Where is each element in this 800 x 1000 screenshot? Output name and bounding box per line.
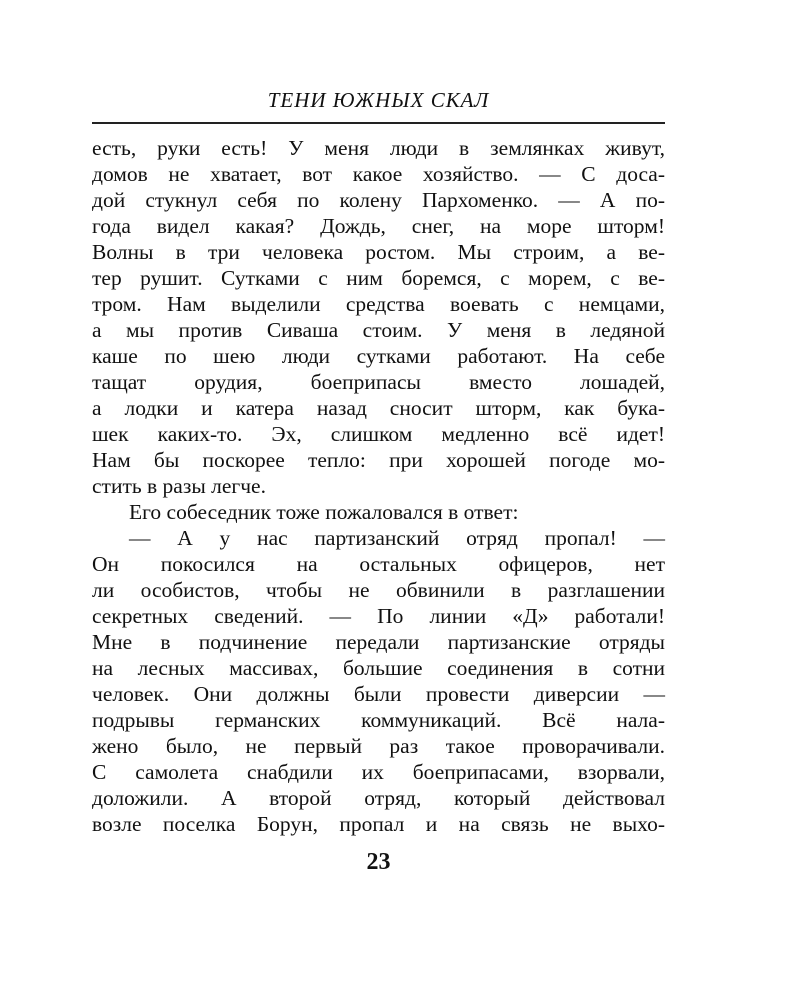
text-line: дой стукнул себя по колену Пархоменко. — А по- (92, 188, 665, 212)
text-line: года видел какая? Дождь, снег, на море шторм! (92, 214, 665, 238)
text-line: возле поселка Борун, пропал и на связь не выхо- (92, 812, 665, 836)
text-line: стить в разы легче. (92, 474, 266, 498)
text-line: доложили. А второй отряд, который действовал (92, 786, 665, 810)
text-line: тром. Нам выделили средства воевать с немцами, (92, 292, 665, 316)
text-line: тащат орудия, боеприпасы вместо лошадей, (92, 370, 665, 394)
text-line: — А у нас партизанский отряд пропал! — (129, 526, 665, 550)
text-line: ли особистов, чтобы не обвинили в разглашении (92, 578, 665, 602)
text-line: Мне в подчинение передали партизанские отряды (92, 630, 665, 654)
text-line: подрывы германских коммуникаций. Всё нала- (92, 708, 665, 732)
text-line: С самолета снабдили их боеприпасами, взорвали, (92, 760, 665, 784)
text-line: жено было, не первый раз такое проворачивали. (92, 734, 665, 758)
text-line: а лодки и катера назад сносит шторм, как бука- (92, 396, 665, 420)
running-head: ТЕНИ ЮЖНЫХ СКАЛ (267, 88, 490, 112)
body-text (92, 135, 665, 837)
text-line: тер рушит. Сутками с ним боремся, с морем, с ве- (92, 266, 665, 290)
text-line: Его собеседник тоже пожаловался в ответ: (129, 500, 519, 524)
text-line: каше по шею люди сутками работают. На себе (92, 344, 665, 368)
text-line: а мы против Сиваша стоим. У меня в ледяной (92, 318, 665, 342)
text-line: шек каких-то. Эх, слишком медленно всё идет! (92, 422, 665, 446)
text-line: домов не хватает, вот какое хозяйство. — С доса- (92, 162, 665, 186)
text-line: есть, руки есть! У меня люди в землянках живут, (92, 136, 665, 160)
text-line: секретных сведений. — По линии «Д» работали! (92, 604, 665, 628)
text-line: Он покосился на остальных офицеров, нет (92, 552, 665, 576)
text-line: Волны в три человека ростом. Мы строим, а ве- (92, 240, 665, 264)
text-line: на лесных массивах, большие соединения в сотни (92, 656, 665, 680)
header-rule (92, 122, 665, 124)
text-line: Нам бы поскорее тепло: при хорошей погоде мо- (92, 448, 665, 472)
text-line: человек. Они должны были провести диверсии — (92, 682, 665, 706)
page-number: 23 (366, 849, 391, 875)
